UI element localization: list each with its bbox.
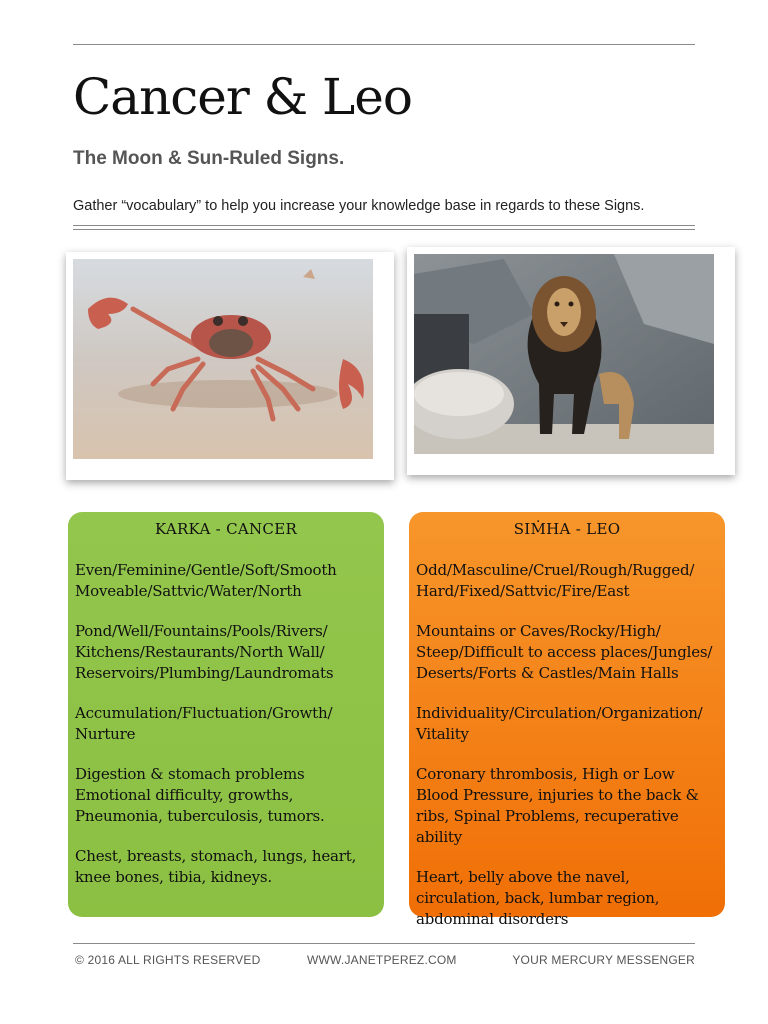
- cancer-health: Digestion & stomach problems Emotional difficulty, growths, Pneumonia, tuberculosis, tumors.: [75, 765, 325, 825]
- page-title: Cancer & Leo: [73, 68, 412, 126]
- page-subtitle: The Moon & Sun-Ruled Signs.: [73, 148, 345, 169]
- cancer-box-title: KARKA - CANCER: [154, 520, 298, 538]
- lion-photo: [407, 247, 735, 475]
- leo-health: Coronary thrombosis, High or Low Blood Pressure, injuries to the back & ribs, Spinal Problems, recuperative ability: [416, 765, 699, 846]
- intro-text: Gather “vocabulary” to help you increase your knowledge base in regards to these Signs.: [73, 198, 645, 214]
- cancer-themes: Accumulation/Fluctuation/Growth/ Nurture: [75, 704, 333, 743]
- cancer-places: Pond/Well/Fountains/Pools/Rivers/ Kitchens/Restaurants/North Wall/ Reservoirs/Plumbing/Laundromats: [75, 622, 334, 682]
- top-divider: [73, 44, 695, 45]
- cancer-qualities: Even/Feminine/Gentle/Soft/Smooth Moveable/Sattvic/Water/North: [75, 561, 337, 600]
- crab-photo: [66, 252, 394, 480]
- cancer-body-parts: Chest, breasts, stomach, lungs, heart, knee bones, tibia, kidneys.: [75, 847, 357, 886]
- footer-divider: [73, 943, 695, 944]
- lion-illustration: [414, 254, 714, 454]
- crab-illustration: [73, 259, 373, 459]
- leo-qualities: Odd/Masculine/Cruel/Rough/Rugged/ Hard/Fixed/Sattvic/Fire/East: [416, 561, 695, 600]
- leo-places: Mountains or Caves/Rocky/High/ Steep/Difficult to access places/Jungles/ Deserts/Forts & Castles/Main Halls: [416, 622, 713, 682]
- cancer-info-box: [68, 512, 384, 917]
- leo-body-parts: Heart, belly above the navel, circulation, back, lumbar region, abdominal disorders: [416, 868, 660, 928]
- leo-themes: Individuality/Circulation/Organization/ Vitality: [416, 704, 703, 743]
- footer-tagline: YOUR MERCURY MESSENGER: [512, 953, 695, 967]
- header-double-divider: [73, 225, 695, 230]
- footer-copyright: © 2016 ALL RIGHTS RESERVED: [75, 953, 261, 967]
- leo-box-title: SIṀHA - LEO: [513, 520, 621, 538]
- footer-website-link[interactable]: WWW.JANETPEREZ.COM: [307, 953, 457, 967]
- leo-info-box: [409, 512, 725, 928]
